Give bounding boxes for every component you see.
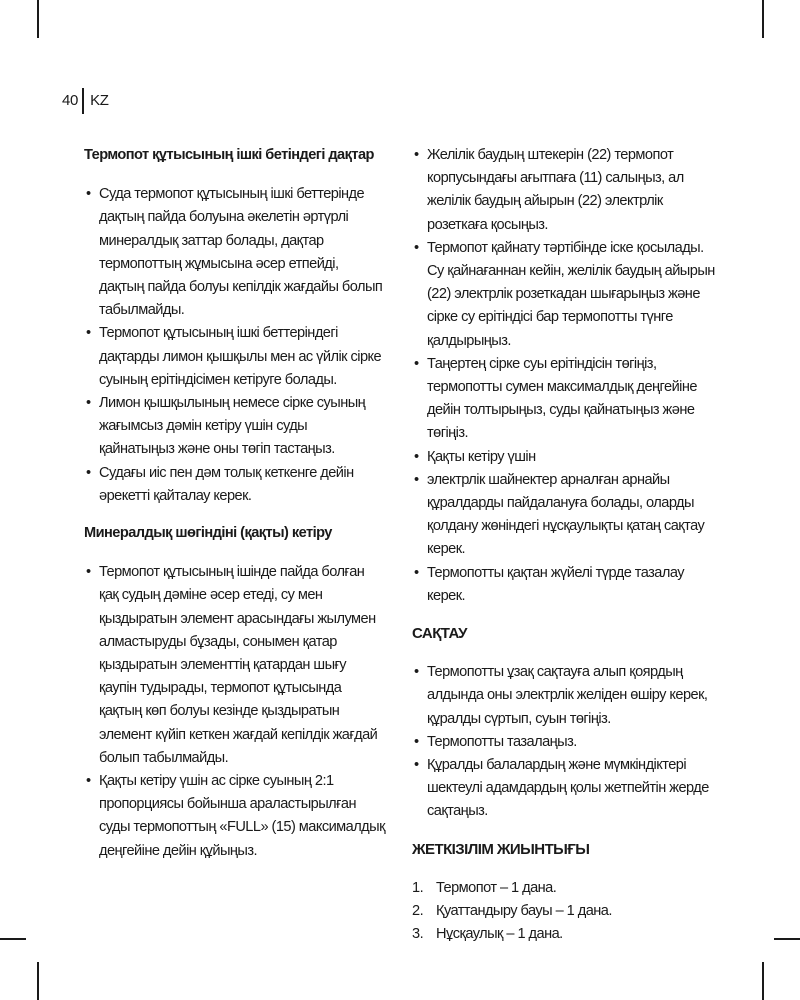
list-item: • Термопотты қақтан жүйелі түрде тазалау керек. [412,562,717,608]
crop-mark-bottom-right-horizontal [774,938,800,940]
list-item: • Термопот қайнату тәртібінде іске қосылады. Су қайнағаннан кейін, желілік баудың айырын (22) электрлік розеткадан шығарыңыз және сірке су ерітіндісі бар термопотты түнге қалдырыңыз. [412,237,717,353]
descaling-list [84,561,386,863]
list-item: • электрлік шайнектер арналған арнайы құралдарды пайдалануға болады, оларды қолдану жөніндегі нұсқаулықты қатаң сақтау керек. [412,469,717,562]
section-title-storage: САҚТАУ [412,625,467,643]
crop-mark-bottom-left [37,962,39,1000]
item-text: Нұсқаулық – 1 дана. [436,926,563,943]
list-item: • Қақты кетіру үшін [412,446,717,469]
section-storage [412,622,717,824]
stains-list [84,183,386,508]
list-item: • Термопот құтысының ішінде пайда болған қақ судың дәміне әсер етеді, су мен қыздыратын элемент арасындағы жылумен алмастыруды бұзады, сонымен қатар қыздыратын элементтің қатардан шығу қаупін тудырады, термопот құтысында қақтың көп болуы кезінде қыздыратын элемент күйіп кеткен жағдай кепілдік жағдай болып табылмайды. [84,561,386,770]
item-number: 1. [412,879,424,896]
page-number: 40 [62,92,79,109]
section-stains [84,144,386,508]
list-item [412,923,717,946]
list-item: • Қақты кетіру үшін ас сірке суының 2:1 пропорциясы бойынша араластырылған суды термопоттың «FULL» (15) максималдық деңгейіне дейін құйыңыз. [84,770,386,863]
list-item: • Термопотты ұзақ сақтауға алып қоярдың алдында оны электрлік желіден өшіру керек, құралды сүртып, суын төгіңіз. [412,661,717,731]
crop-mark-top-right [762,0,764,38]
crop-mark-bottom-left-horizontal [0,938,26,940]
item-number: 2. [412,903,424,920]
crop-mark-top-left [37,0,39,38]
header-divider [82,88,84,114]
section-title-stains: Термопот құтысының ішкі бетіндегі дақтар [84,147,374,163]
right-column [412,144,717,947]
section-title-package-contents: ЖЕТКІЗІЛІМ ЖИЫНТЫҒЫ [412,840,590,858]
list-item: • Құралды балалардың және мүмкіндіктері шектеулі адамдардың қолы жетпейтін жерде сақтаңыз. [412,754,717,824]
language-code: KZ [90,92,109,109]
storage-list [412,661,717,823]
list-item: • Желілік баудың штекерін (22) термопот корпусындағы ағытпаға (11) салыңыз, ал желілік баудың айырын (22) электрлік розеткаға қосыңыз. [412,144,717,237]
list-item: • Термопотты тазалаңыз. [412,731,717,754]
list-item [412,877,717,900]
package-contents-list [412,877,717,947]
item-text: Қуаттандыру бауы – 1 дана. [436,903,612,920]
list-item: • Суда термопот құтысының ішкі беттерінде дақтың пайда болуына әкелетін әртүрлі минералдық заттар болады, дақтар термопоттың жұмысына әсер етпейді, дақтың пайда болуы кепілдік жағдайы болып табылмайды. [84,183,386,322]
descaling-continued-list [412,144,717,608]
section-descaling [84,522,386,863]
list-item: • Судағы иіс пен дәм толық кеткенге дейін әрекетті қайталау керек. [84,462,386,508]
list-item: • Таңертең сірке суы ерітіндісін төгіңіз, термопотты сумен максималдық деңгейіне дейін толтырыңыз, суды қайнатыңыз және төгіңіз. [412,353,717,446]
section-package-contents [412,838,717,947]
list-item: • Термопот құтысының ішкі беттеріндегі дақтарды лимон қышқылы мен ас үйлік сірке суының ерітіндісімен кетіруге болады. [84,322,386,392]
item-number: 3. [412,926,424,943]
list-item: • Лимон қышқылының немесе сірке суының жағымсыз дәмін кетіру үшін суды қайнатыңыз және оны төгіп тастаңыз. [84,392,386,462]
crop-mark-bottom-right [762,962,764,1000]
list-item [412,900,717,923]
page-header [62,90,109,112]
left-column [84,144,386,863]
item-text: Термопот – 1 дана. [436,879,557,896]
section-title-descaling: Минералдық шөгіндіні (қақты) кетіру [84,525,332,542]
